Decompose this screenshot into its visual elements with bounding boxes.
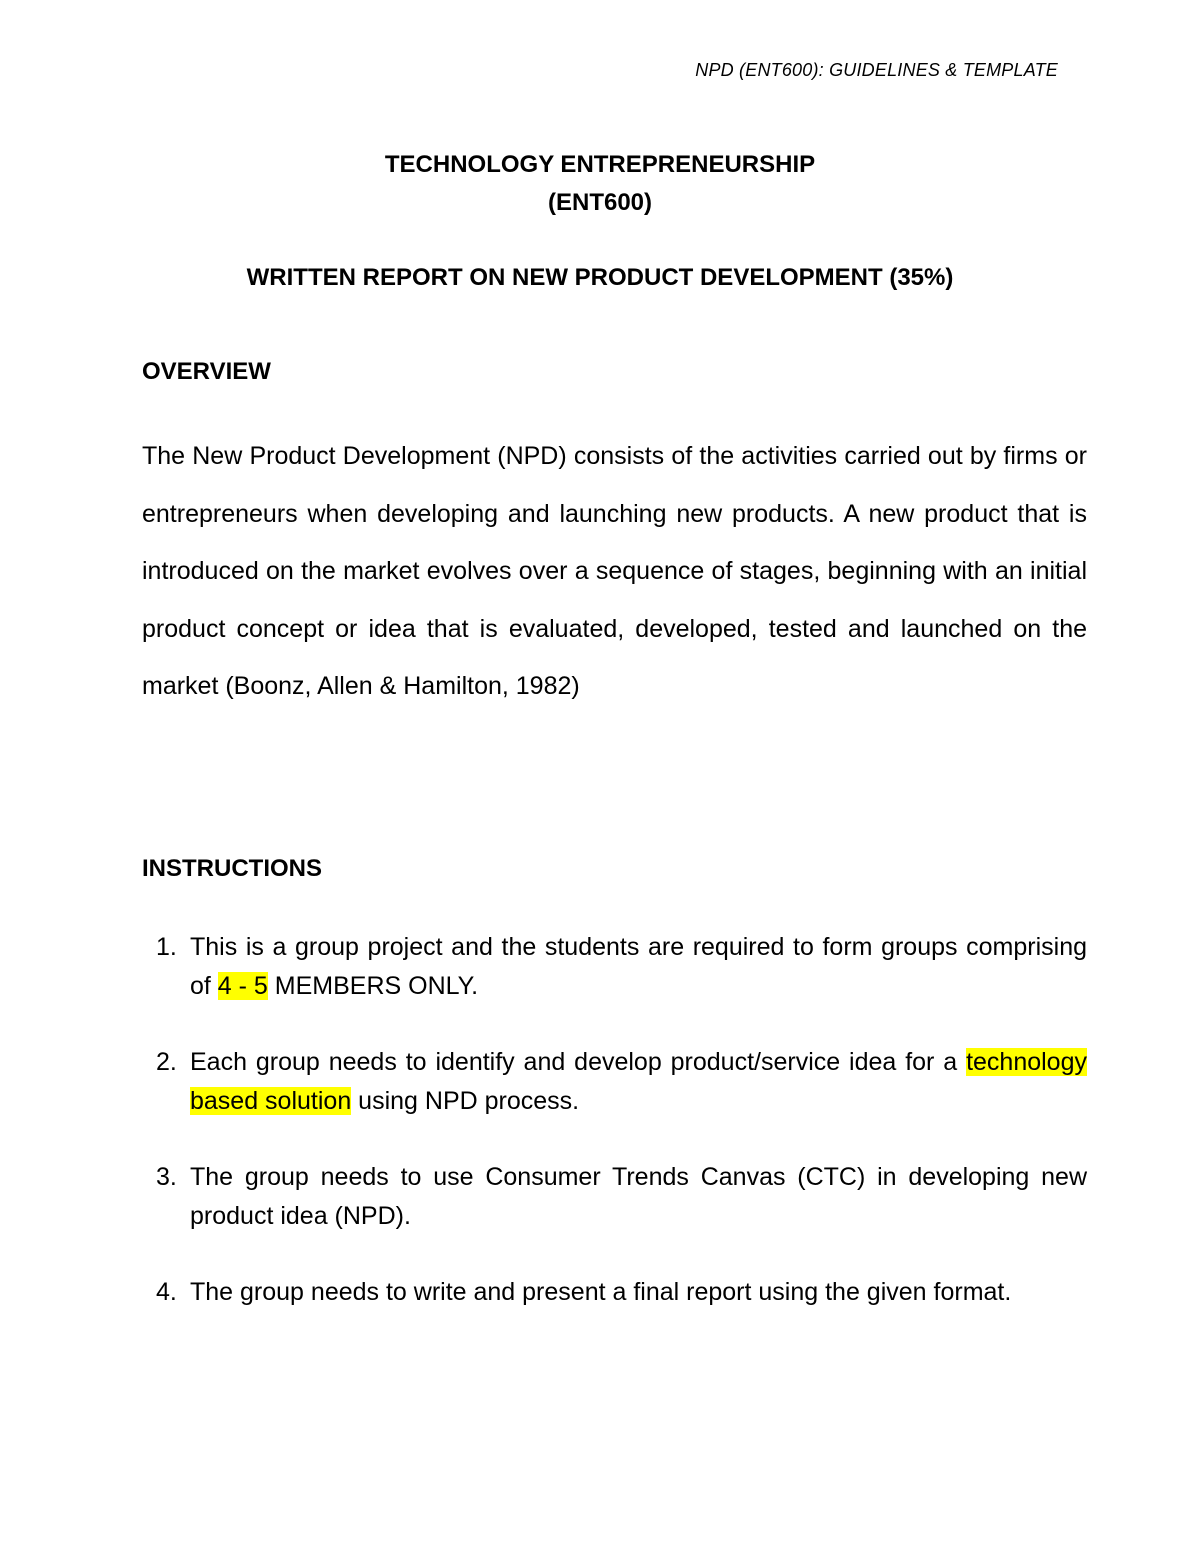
running-header: NPD (ENT600): GUIDELINES & TEMPLATE	[695, 60, 1058, 80]
instruction-item-2	[142, 1043, 1087, 1121]
instruction-item-1	[142, 928, 1087, 1006]
instruction-number: 3.	[156, 1163, 177, 1191]
instructions-list	[142, 928, 1087, 1349]
highlighted-text: technology based solution	[190, 1048, 1087, 1115]
overview-heading: OVERVIEW	[142, 358, 271, 385]
report-title: WRITTEN REPORT ON NEW PRODUCT DEVELOPMENT (35%)	[246, 264, 954, 291]
instruction-number: 2.	[156, 1048, 177, 1076]
instruction-text: The group needs to use Consumer Trends Canvas (CTC) in developing new product idea (NPD).	[190, 1163, 1087, 1230]
instruction-number: 1.	[156, 933, 177, 961]
course-code: (ENT600)	[547, 189, 653, 216]
overview-paragraph: The New Product Development (NPD) consists of the activities carried out by firms or entrepreneurs when developing and launching new products. A new product that is introduced on the market evolves over a sequence of stages, beginning with an initial product concept or idea that is evaluated, developed, tested and launched on the market (Boonz, Allen & Hamilton, 1982)	[142, 442, 1087, 700]
instructions-heading: INSTRUCTIONS	[142, 855, 322, 882]
course-name: TECHNOLOGY ENTREPRENEURSHIP	[384, 151, 816, 178]
instruction-text: Each group needs to identify and develop product/service idea for a	[190, 1048, 967, 1076]
document-title	[0, 146, 1200, 222]
instruction-text: using NPD process.	[351, 1087, 580, 1115]
instruction-item-3	[142, 1158, 1087, 1236]
instruction-text: MEMBERS ONLY.	[267, 972, 479, 1000]
instruction-text: The group needs to write and present a final report using the given format.	[190, 1278, 1012, 1306]
instruction-item-4	[142, 1273, 1087, 1312]
instruction-number: 4.	[156, 1278, 177, 1306]
instruction-text: This is a group project and the students are required to form groups comprising of	[190, 933, 1087, 1000]
highlighted-text: 4 - 5	[217, 972, 268, 1000]
